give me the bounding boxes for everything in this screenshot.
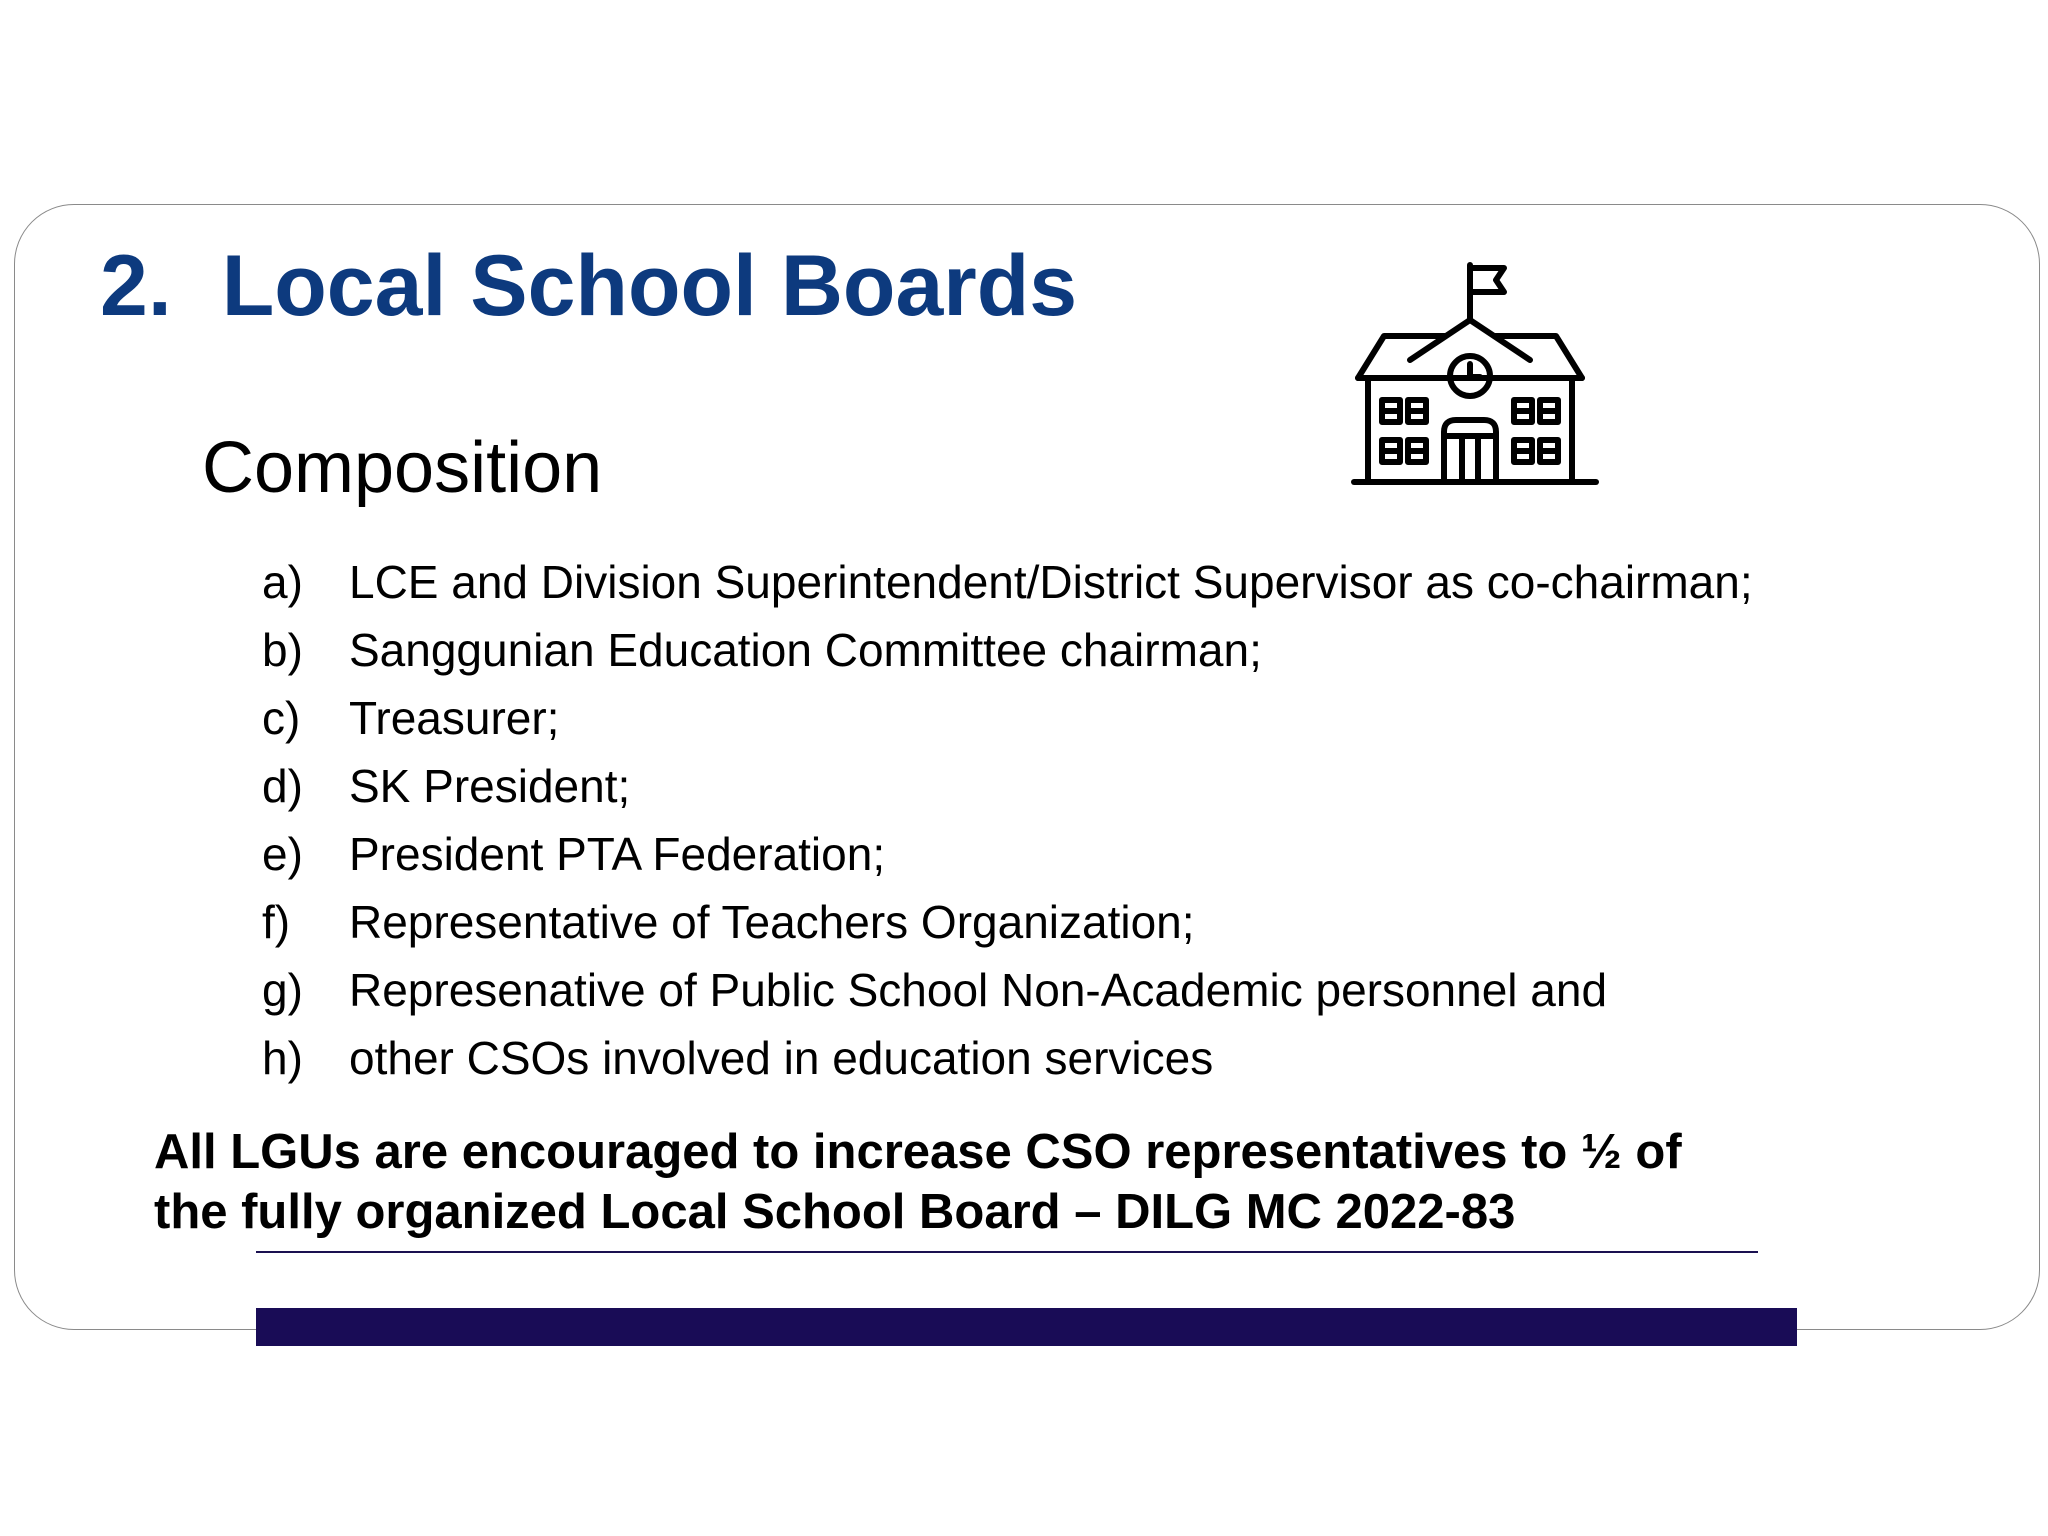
list-item-text: Treasurer; bbox=[349, 692, 560, 744]
list-marker: b) bbox=[262, 624, 303, 676]
list-item bbox=[262, 1024, 1753, 1092]
list-marker: h) bbox=[262, 1032, 303, 1084]
list-item-text: Sanggunian Education Committee chairman; bbox=[349, 624, 1262, 676]
list-item-text: SK President; bbox=[349, 760, 631, 812]
list-item bbox=[262, 820, 1753, 888]
policy-note-line-1: All LGUs are encouraged to increase CSO representatives to ½ of bbox=[154, 1125, 1682, 1179]
list-item bbox=[262, 548, 1753, 616]
composition-list bbox=[262, 548, 1753, 1092]
title-number: 2. bbox=[100, 238, 172, 334]
list-item-text: President PTA Federation; bbox=[349, 828, 886, 880]
slide-title bbox=[100, 236, 1077, 336]
list-marker: a) bbox=[262, 556, 303, 608]
list-marker: e) bbox=[262, 828, 303, 880]
list-marker: g) bbox=[262, 964, 303, 1016]
divider-line bbox=[256, 1251, 1758, 1253]
policy-note-line-2: the fully organized Local School Board – DILG MC 2022-83 bbox=[154, 1185, 1516, 1239]
list-item-text: other CSOs involved in education services bbox=[349, 1032, 1214, 1084]
school-building-icon bbox=[1350, 260, 1600, 490]
list-item bbox=[262, 616, 1753, 684]
list-item-text: LCE and Division Superintendent/District Supervisor as co-chairman; bbox=[349, 556, 1753, 608]
section-subtitle: Composition bbox=[202, 428, 603, 508]
list-item-text: Representative of Teachers Organization; bbox=[349, 896, 1195, 948]
list-marker: d) bbox=[262, 760, 303, 812]
list-marker: c) bbox=[262, 692, 301, 744]
list-marker: f) bbox=[262, 896, 291, 948]
list-item bbox=[262, 752, 1753, 820]
footer-bar bbox=[256, 1308, 1797, 1346]
list-item bbox=[262, 956, 1753, 1024]
list-item bbox=[262, 888, 1753, 956]
list-item-text: Represenative of Public School Non-Academic personnel and bbox=[349, 964, 1608, 1016]
policy-note bbox=[154, 1122, 1774, 1242]
list-item bbox=[262, 684, 1753, 752]
title-text: Local School Boards bbox=[221, 238, 1078, 334]
